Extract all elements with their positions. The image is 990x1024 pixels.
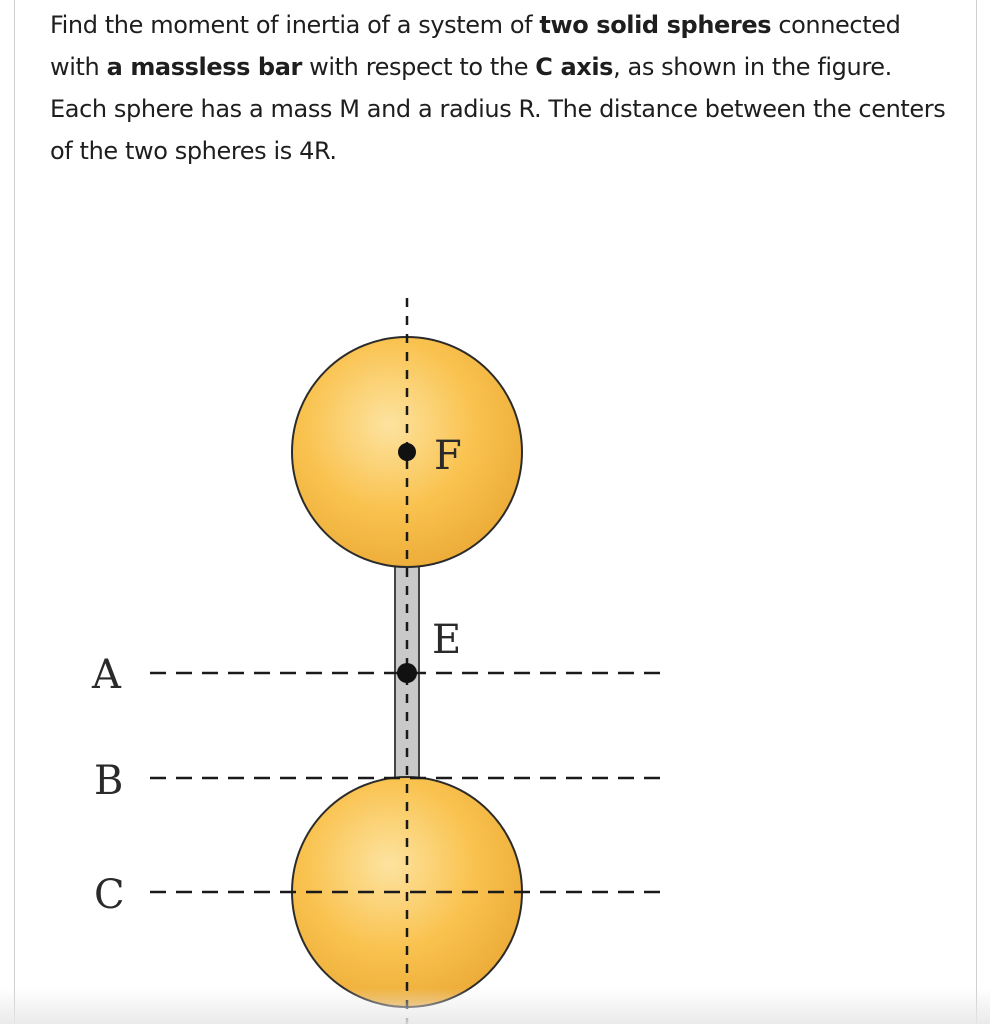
bottom-fade: [0, 988, 990, 1024]
axis-b-label: B: [94, 758, 124, 804]
point-f-label: F: [434, 433, 462, 479]
point-f-dot: [398, 443, 416, 461]
problem-segment: Find the moment of inertia of a system of: [50, 11, 540, 39]
point-e-label: E: [432, 617, 462, 663]
problem-segment-bold: two solid spheres: [539, 11, 772, 39]
axis-a-label: A: [92, 652, 121, 698]
problem-segment-bold: a massless bar: [106, 53, 302, 81]
axis-c-label: C: [94, 872, 125, 918]
point-e-dot: [397, 663, 417, 683]
problem-segment-bold: C axis: [535, 53, 614, 81]
problem-segment: connected with: [50, 11, 901, 81]
problem-segment: with respect to the: [301, 53, 536, 81]
problem-segment: , as shown in the figure. Each sphere has a mass M and a radius R. The distance between the centers of the two spheres is 4R.: [50, 53, 946, 165]
